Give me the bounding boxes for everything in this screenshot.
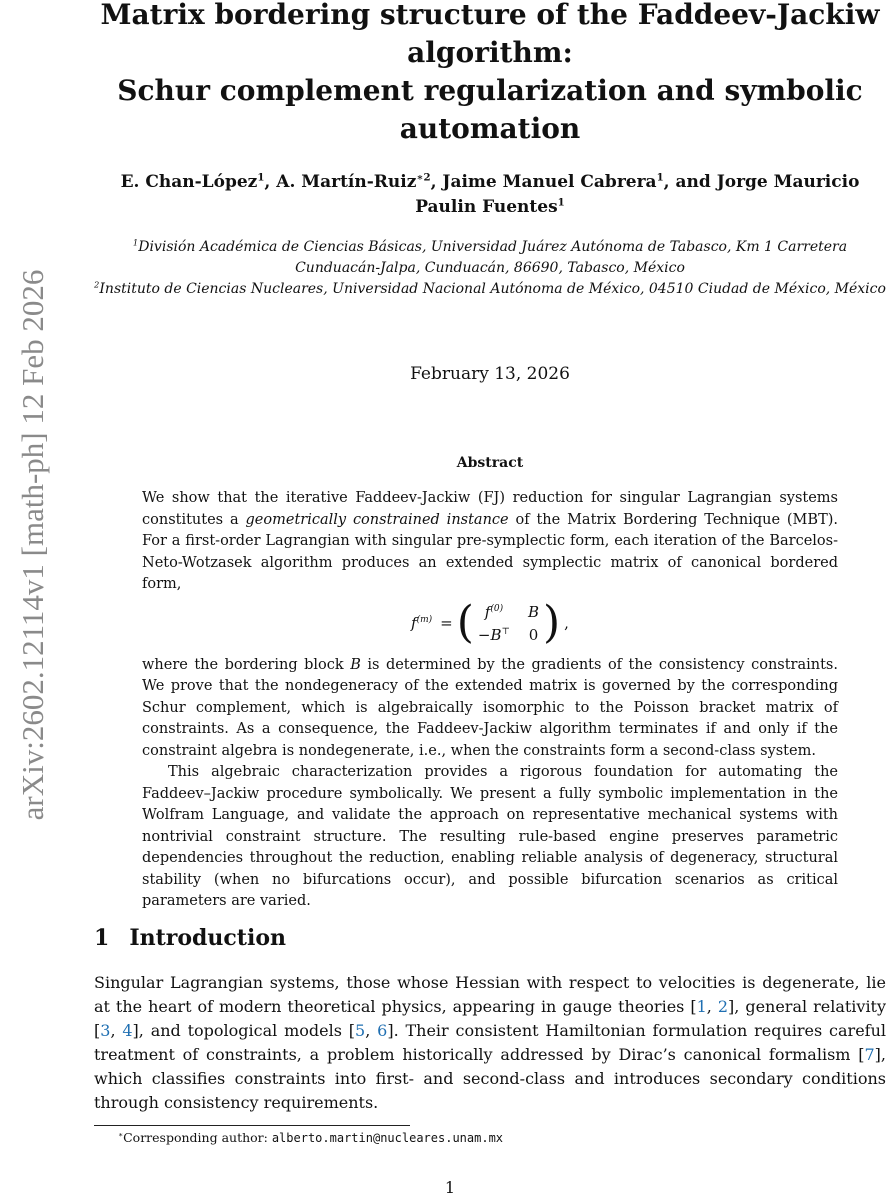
abstract-text: is determined by the gradients of the consistency constraints. We prove that the nondegeneracy of the extended matrix is governed by the corresponding Schur complement, which is algebraically isomorphic to the Poisson bracket matrix of constraints. As a consequence, the Faddeev-Jackiw algorithm terminates if and only if the constraint algebra is nondegenerate, i.e., when the constraints form a second-class system. xyxy=(142,656,838,759)
body-paragraph: Singular Lagrangian systems, those whose Hessian with respect to velocities is degenerate, lie at the heart of modern theoretical physics, appearing in gauge theories [1, 2], general relativity [3, 4], and topological models [5, 6]. Their consistent Hamiltonian formulation requires careful treatment of constraints, a problem historically addressed by Dirac’s canonical formalism [7], which classifies constraints into first- and second-class and introduces secondary conditions through consistency requirements. xyxy=(94,973,886,1112)
abstract-body xyxy=(142,488,838,913)
affiliation xyxy=(93,279,886,300)
affiliation-mark: ∗2 xyxy=(416,171,431,184)
equals-sign: = xyxy=(440,614,453,633)
matrix-entry: $f^{(0)}$ xyxy=(484,602,504,621)
abstract-text: where the bordering block xyxy=(142,656,351,673)
affiliation-text: Instituto de Ciencias Nucleares, Universidad Nacional Autónoma de México, 04510 Ciudad de México, México xyxy=(99,281,886,297)
citation-link[interactable]: 5 xyxy=(355,1021,366,1040)
affiliations xyxy=(93,237,886,300)
block-matrix xyxy=(456,596,561,649)
title-line: automation xyxy=(399,112,581,145)
affiliation-mark: 1 xyxy=(656,171,664,184)
author-name: and Jorge Mauricio Paulin Fuentes xyxy=(415,172,860,217)
affiliation xyxy=(93,237,886,279)
abstract-heading: Abstract xyxy=(456,455,524,471)
citation-link[interactable]: 4 xyxy=(122,1021,133,1040)
paper-title xyxy=(90,0,886,148)
abstract-paragraph xyxy=(142,655,838,763)
section-number: 1 xyxy=(94,925,110,951)
author-name: E. Chan-López xyxy=(120,172,258,192)
citation-link[interactable]: 3 xyxy=(100,1021,111,1040)
citation-link[interactable]: 2 xyxy=(717,997,729,1016)
math-symbol: B xyxy=(350,656,361,673)
abstract-text: We show that the iterative Faddeev-Jackiw (FJ) reduction for singular Lagrangian systems constitutes a xyxy=(142,490,838,528)
equation-lhs: $f^{(m)}$ xyxy=(411,614,433,633)
equation-comma: , xyxy=(564,614,569,633)
page-number: 1 xyxy=(444,1178,456,1197)
author-list: E. Chan-López$^1$, A. Martín-Ruiz$^{∗2}$, Jaime Manuel Cabrera$^1$, and Jorge Mauricio Paulin Fuentes$^1$ xyxy=(120,171,860,217)
section-title: Introduction xyxy=(129,925,286,951)
arxiv-identifier: arXiv:2602.12114v1 [math-ph] 12 Feb 2026 xyxy=(15,269,50,821)
title-line: Matrix bordering structure of the Faddeev-Jackiw xyxy=(100,0,880,31)
right-paren: ) xyxy=(543,596,561,648)
paper-date: February 13, 2026 xyxy=(410,364,570,384)
affiliation-mark: 1 xyxy=(557,196,565,209)
corresponding-email[interactable]: alberto.martin@nucleares.unam.mx xyxy=(271,1131,504,1145)
affiliation-mark: 2 xyxy=(94,279,100,290)
author-name: A. Martín-Ruiz xyxy=(276,172,417,192)
citation-link[interactable]: 1 xyxy=(696,997,707,1016)
matrix-entry: B xyxy=(527,602,539,621)
citation-link[interactable]: 7 xyxy=(864,1045,875,1064)
abstract-paragraph: This algebraic characterization provides a rigorous foundation for automating the Faddeev–Jackiw procedure symbolically. We present a fully symbolic implementation in the Wolfram Language, and validate the approach on representative mechanical systems with nontrivial constraint structure. The resulting rule-based engine preserves parametric dependencies throughout the reduction, enabling reliable analysis of degeneracy, structural stability (when no bifurcations occur), and possible bifurcation scenarios as critical parameters are varied. xyxy=(142,764,838,909)
affiliation-mark: 1 xyxy=(132,237,139,248)
footnote-rule xyxy=(94,1125,410,1126)
title-line: Schur complement regularization and symbolic xyxy=(117,74,863,107)
matrix-entry: −B⊤ xyxy=(477,626,510,644)
introduction-paragraph xyxy=(94,971,886,1115)
footnote-mark: ∗ xyxy=(118,1129,124,1139)
section-heading xyxy=(94,925,854,951)
matrix-entry: 0 xyxy=(528,626,539,644)
footnote-label: Corresponding author: xyxy=(123,1130,272,1145)
abstract-text: of the Matrix Bordering Technique (MBT). For a first-order Lagrangian with singular pre-symplectic form, each iteration of the Barcelos-Neto-Wotzasek algorithm produces an extended symplectic matrix of canonical bordered form, xyxy=(142,511,839,592)
author-name: Jaime Manuel Cabrera xyxy=(442,172,657,192)
footnote xyxy=(118,1130,818,1145)
left-paren: ( xyxy=(456,596,474,648)
affiliation-text: División Académica de Ciencias Básicas, Universidad Juárez Autónoma de Tabasco, Km 1 Carretera Cunduacán-Jalpa, Cunduacán, 86690, Tabasco, México xyxy=(138,239,848,276)
title-line: algorithm: xyxy=(407,36,573,69)
abstract-paragraph xyxy=(142,488,838,596)
bordered-matrix-equation xyxy=(142,596,838,649)
citation-link[interactable]: 6 xyxy=(377,1021,388,1040)
affiliation-mark: 1 xyxy=(257,171,265,184)
abstract-emphasis: geometrically constrained instance xyxy=(245,511,509,528)
